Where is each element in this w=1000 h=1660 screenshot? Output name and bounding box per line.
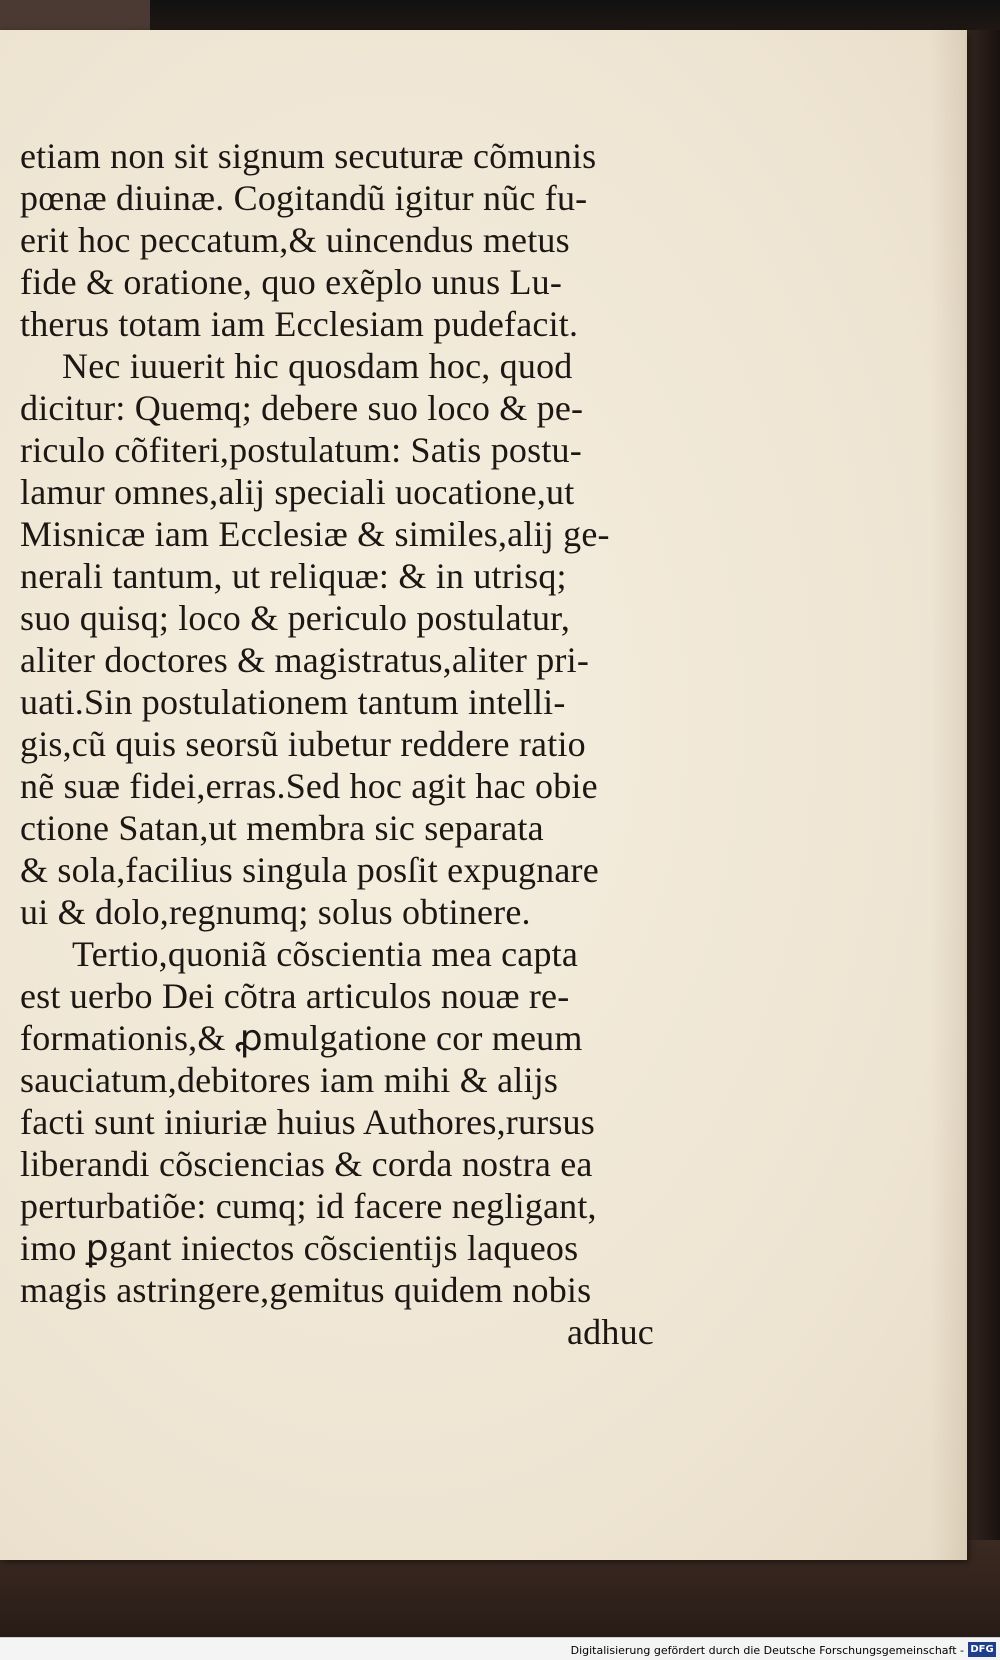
text-line: gis,cũ quis seorsũ iubetur reddere ratio bbox=[20, 724, 586, 764]
funding-credit: Digitalisierung gefördert durch die Deutsche Forschungsgemeinschaft - bbox=[570, 1644, 964, 1657]
page-edge-shadow bbox=[930, 30, 965, 1560]
text-line: pœnæ diuinæ. Cogitandũ igitur nũc fu- bbox=[20, 178, 588, 218]
text-line: nẽ suæ fidei,erras.Sed hoc agit hac obie bbox=[20, 766, 598, 806]
paragraph-start-line: Nec iuuerit hic quosdam hoc, quod bbox=[62, 346, 573, 386]
text-line: imo ꝑgant iniectos cõscientijs laqueos bbox=[20, 1228, 579, 1268]
digitization-footer bbox=[0, 1637, 1000, 1660]
text-line: ui & dolo,regnumq; solus obtinere. bbox=[20, 892, 531, 932]
text-line: Misnicæ iam Ecclesiæ & similes,alij ge- bbox=[20, 514, 610, 554]
catchword: adhuc bbox=[567, 1312, 654, 1352]
text-line: lamur omnes,alij speciali uocatione,ut bbox=[20, 472, 575, 512]
text-line: nerali tantum, ut reliquæ: & in utrisq; bbox=[20, 556, 567, 596]
text-line: fide & oratione, quo exẽplo unus Lu- bbox=[20, 262, 563, 302]
text-line: aliter doctores & magistratus,aliter pri- bbox=[20, 640, 590, 680]
text-line: etiam non sit signum secuturæ cõmunis bbox=[20, 136, 597, 176]
text-line: est uerbo Dei cõtra articulos nouæ re- bbox=[20, 976, 570, 1016]
text-line: dicitur: Quemq; debere suo loco & pe- bbox=[20, 388, 584, 428]
text-line: therus totam iam Ecclesiam pudefacit. bbox=[20, 304, 579, 344]
text-line: uati.Sin postulationem tantum intelli- bbox=[20, 682, 566, 722]
paragraph-start-line: Tertio,quoniã cõscientia mea capta bbox=[72, 934, 579, 974]
text-line: & sola,facilius singula posſit expugnare bbox=[20, 850, 599, 890]
text-line: magis astringere,gemitus quidem nobis bbox=[20, 1270, 592, 1310]
text-line: ctione Satan,ut membra sic separata bbox=[20, 808, 544, 848]
text-line: erit hoc peccatum,& uincendus metus bbox=[20, 220, 570, 260]
text-line: perturbatiõe: cumq; id facere negligant, bbox=[20, 1186, 597, 1226]
dfg-logo: DFG bbox=[968, 1642, 996, 1657]
text-line: liberandi cõsciencias & corda nostra ea bbox=[20, 1144, 593, 1184]
text-line: formationis,& ꝓmulgatione cor meum bbox=[20, 1018, 583, 1058]
text-line: suo quisq; loco & periculo postulatur, bbox=[20, 598, 571, 638]
text-line: sauciatum,debitores iam mihi & alijs bbox=[20, 1060, 559, 1100]
text-line: facti sunt iniuriæ huius Authores,rursus bbox=[20, 1102, 595, 1142]
text-line: riculo cõfiteri,postulatum: Satis postu- bbox=[20, 430, 582, 470]
